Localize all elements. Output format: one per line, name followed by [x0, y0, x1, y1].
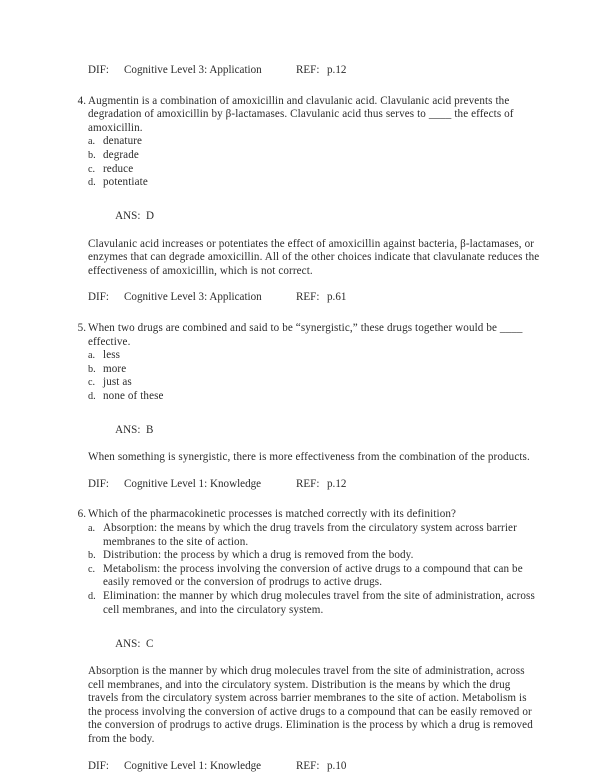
spacer [64, 78, 540, 95]
difficulty-label: DIF: [88, 477, 109, 490]
option-item[interactable] [88, 376, 540, 390]
page-content [64, 64, 540, 773]
question-text: Which of the pharmacokinetic processes is matched correctly with its definition? [88, 508, 457, 521]
option-item[interactable] [88, 590, 540, 617]
option-text: Absorption: the means by which the drug travels from the circulatory system across barrier membranes to the site of action. [103, 522, 517, 548]
option-item[interactable] [88, 363, 540, 377]
spacer [64, 190, 540, 197]
answer-letter: C [145, 637, 154, 650]
reference-label: REF: [296, 759, 320, 772]
option-list [88, 349, 540, 403]
question-heading [64, 508, 540, 522]
option-item[interactable] [88, 349, 540, 363]
reference-label: REF: [296, 64, 320, 76]
difficulty-value: Cognitive Level 3: Application [124, 64, 262, 76]
option-letter: a. [88, 350, 96, 362]
option-letter: b. [88, 550, 96, 562]
difficulty-label: DIF: [88, 759, 109, 772]
question-text: Augmentin is a combination of amoxicillin and clavulanic acid. Clavulanic acid prevents the degradation of amoxicillin by β-lactamases. Clavulanic acid thus serves to ____ the effects of amoxicillin. [88, 94, 514, 134]
option-letter: c. [88, 563, 96, 575]
difficulty-reference-row [88, 291, 540, 305]
option-item[interactable] [88, 163, 540, 177]
option-text: denature [103, 135, 143, 148]
answer-heading [88, 410, 540, 451]
answer-rationale: Clavulanic acid increases or potentiates the effect of amoxicillin against bacteria, β-lactamases, or enzymes that can degrade amoxicillin. All of the other choices indicate that clavulanate reduces the effectiveness of amoxicillin, which is not correct. [88, 237, 540, 277]
difficulty-reference-row [88, 760, 540, 774]
option-letter: c. [88, 377, 96, 389]
answer-block [88, 624, 540, 746]
difficulty-value: Cognitive Level 1: Knowledge [124, 759, 262, 772]
answer-label: ANS: [115, 210, 141, 223]
answer-letter: D [145, 210, 154, 223]
answer-rationale: When something is synergistic, there is more effectiveness from the combination of the products. [88, 451, 530, 464]
spacer [64, 491, 540, 508]
option-letter: d. [88, 390, 96, 402]
option-text: Distribution: the process by which a drug is removed from the body. [103, 549, 414, 562]
spacer [64, 305, 540, 322]
option-letter: b. [88, 363, 96, 375]
option-text: just as [103, 376, 132, 389]
spacer [64, 617, 540, 624]
option-text: Metabolism: the process involving the conversion of active drugs to a compound that can be easily removed or the conversion of prodrugs to active drugs. [103, 562, 523, 589]
option-text: Elimination: the manner by which drug molecules travel from the site of administration, across cell membranes, and into the circulatory system. [103, 590, 535, 616]
answer-label: ANS: [115, 424, 141, 437]
difficulty-value: Cognitive Level 1: Knowledge [124, 477, 262, 490]
option-list [88, 522, 540, 617]
option-letter: a. [88, 523, 96, 535]
option-letter: b. [88, 149, 96, 161]
question-number: 4. [77, 94, 86, 107]
reference-value: p.10 [327, 759, 347, 772]
option-letter: a. [88, 136, 96, 148]
question-item [64, 95, 540, 305]
option-letter: d. [88, 591, 96, 602]
answer-block [88, 410, 540, 464]
option-list [88, 135, 540, 189]
option-item[interactable] [88, 149, 540, 163]
answer-heading [88, 197, 540, 238]
spacer [64, 747, 540, 760]
spacer [64, 403, 540, 410]
reference-value: p.61 [327, 291, 347, 304]
answer-block [88, 197, 540, 279]
option-letter: c. [88, 163, 96, 175]
option-text: reduce [103, 162, 134, 175]
option-text: more [103, 362, 127, 375]
reference-value: p.12 [327, 64, 347, 76]
question-heading [64, 322, 540, 349]
difficulty-label: DIF: [88, 291, 109, 304]
question-item [64, 322, 540, 492]
option-item[interactable] [88, 390, 540, 404]
reference-value: p.12 [327, 477, 347, 490]
answer-label: ANS: [115, 637, 141, 650]
answer-letter: B [145, 424, 154, 437]
option-text: potentiate [103, 176, 148, 189]
answer-heading [88, 624, 540, 665]
question-number: 5. [77, 321, 86, 334]
answer-rationale: Absorption is the manner by which drug molecules travel from the site of administration, across cell membranes, and into the circulatory system. Distribution is the means by which the drug travels from the circulatory system across barrier membranes to the site of action. Metabolism is the process involving the conversion of active drugs to a compound that can be easily removed or the conversion of prodrugs to active drugs. Elimination is the process by which a drug is removed from the body. [88, 664, 533, 745]
option-item[interactable] [88, 522, 540, 549]
spacer [64, 278, 540, 291]
question-item [64, 508, 540, 773]
difficulty-reference-row [88, 64, 540, 78]
reference-label: REF: [296, 291, 320, 304]
question-heading [64, 95, 540, 136]
option-text: none of these [103, 389, 164, 402]
difficulty-label: DIF: [88, 64, 109, 76]
question-text: When two drugs are combined and said to be “synergistic,” these drugs together would be ____ effective. [88, 321, 523, 348]
spacer [64, 465, 540, 478]
option-text: less [103, 349, 121, 362]
option-item[interactable] [88, 176, 540, 190]
option-item[interactable] [88, 135, 540, 149]
option-item[interactable] [88, 563, 540, 590]
question-number: 6. [77, 508, 86, 521]
option-item[interactable] [88, 549, 540, 563]
difficulty-value: Cognitive Level 3: Application [124, 291, 262, 304]
option-letter: d. [88, 177, 96, 189]
difficulty-reference-row [88, 478, 540, 492]
option-text: degrade [103, 148, 139, 161]
reference-label: REF: [296, 477, 320, 490]
